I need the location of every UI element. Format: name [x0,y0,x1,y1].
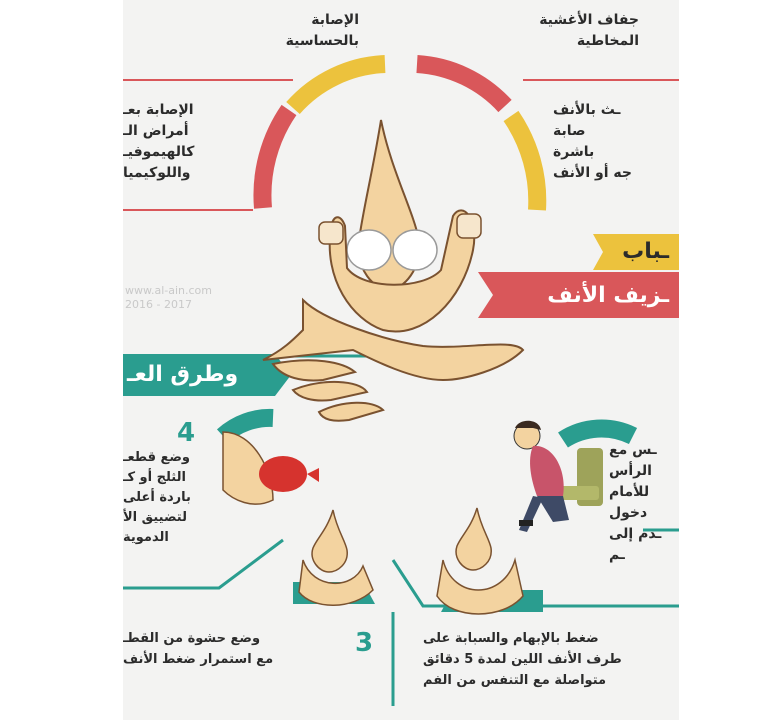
tip1-text: ـس مع الرأس للأمام دخول ـدم إلى ـم [609,442,662,563]
arc-right-yellow [511,116,537,210]
hand-pinching-nose-icon [263,120,523,421]
small-hand-icon-3 [299,510,373,605]
arc-left-red [262,110,289,208]
tip4-text: وضع قطعـ الثلج أو كـ باردة أعلى لتضييق الأ الدموية [123,450,191,545]
cause-allergy-text: الإصابة بالحساسية [285,12,359,49]
watermark-site: www.al-ain.com [125,284,213,297]
small-hand-icon-2 [437,508,523,614]
arc-top-right-red [417,64,505,106]
cause-blood-diseases-text: الإصابة بعـ أمراض الـ كالهيموفيـ واللوكيميا [123,102,195,181]
methods-heading: وطرق العـ [127,362,239,387]
tip3-number: 3 [355,628,374,658]
tip3-text: وضع حشوة من القطـ مع استمرار ضغط الأنف [123,631,274,667]
cause-injury-text: ـث بالأنف صابة باشرة جه أو الأنف [553,102,632,181]
ice-pack-icon [223,432,319,504]
causes-heading-line2: ـزيف الأنف [547,283,669,308]
causes-heading-line1: ـباب [622,239,669,264]
tip2-text: ضغط بالإبهام والسبابة على طرف الأنف اللين لمدة 5 دقائق متواصلة مع التنفس من الفم [423,631,622,688]
arc-tip1-teal [563,428,633,440]
watermark-years: 2016 - 2017 [125,298,192,311]
tip4-number: 4 [177,418,196,448]
arc-top-left-yellow [293,64,385,108]
infographic-poster [123,0,679,720]
cause-dry-mucosa-text: جفاف الأغشية المخاطية [539,12,639,49]
